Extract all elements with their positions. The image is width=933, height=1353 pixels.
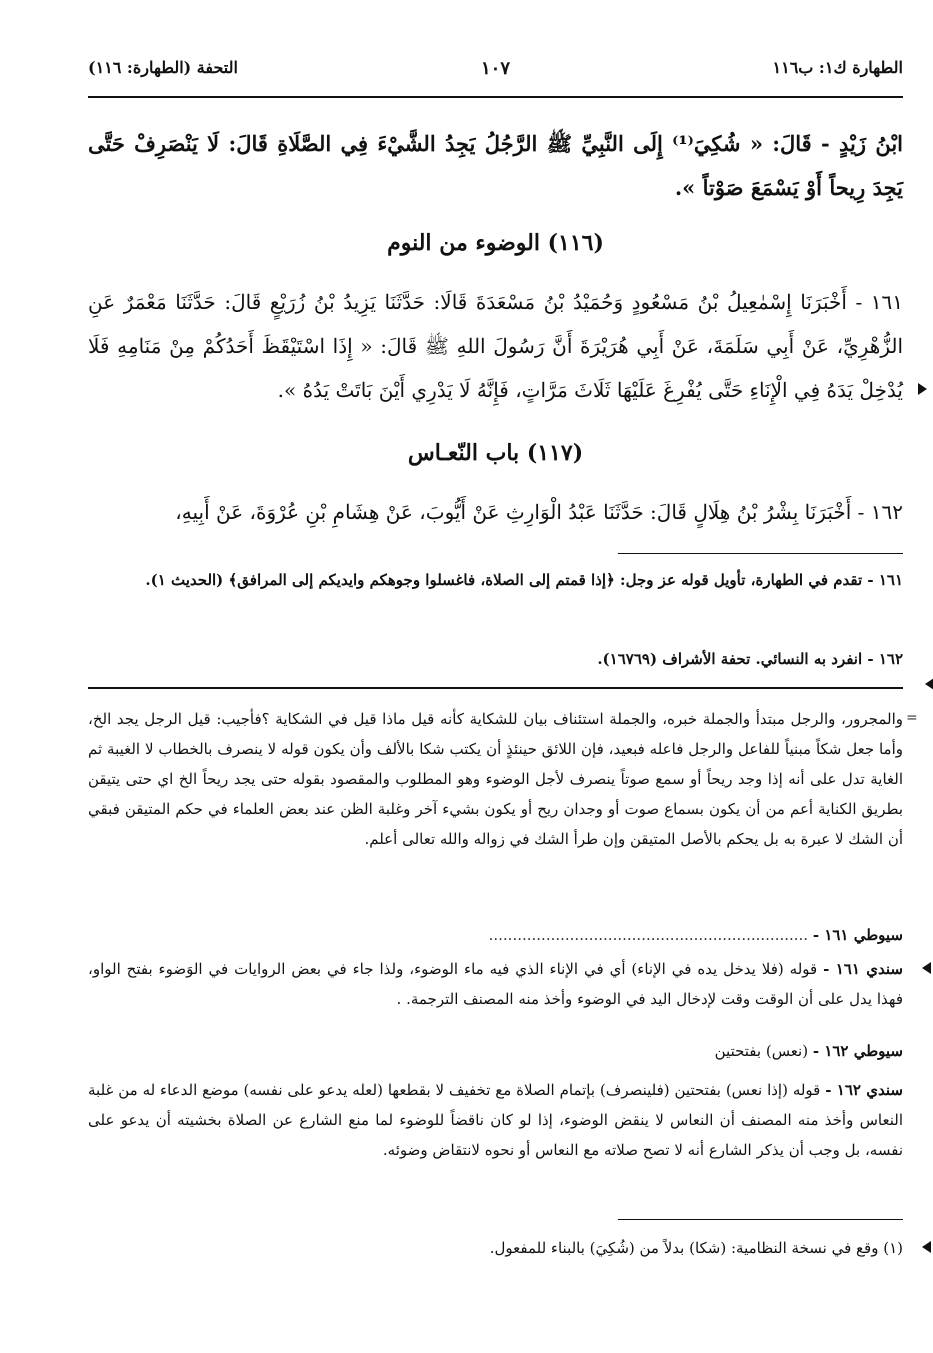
hadith-161: ١٦١ - أَخْبَرَنَا إِسْمٰعِيلُ بْنُ مَسْعُودٍ وَحُمَيْدُ بْنُ مَسْعَدَةَ قَالَا: حَدَّثَنَا يَزِيدُ بْنُ زُرَيْعٍ قَالَ: حَدَّثَنَا مَعْمَرٌ عَنِ الزُّهْرِيِّ، عَنْ أَبِي سَلَمَةَ، عَنْ أَبِي هُرَيْرَةَ أَنَّ رَسُولَ اللهِ ﷺ قَالَ: « إِذَا اسْتَيْقَظَ أَحَدُكُمْ مِنْ مَنَامِهِ فَلَا يُدْخِلْ يَدَهُ فِي الْإِنَاءِ حَتَّى يُفْرِغَ عَلَيْهَا ثَلَاثَ مَرَّاتٍ، فَإِنَّهُ لَا يَدْرِي أَيْنَ بَاتَتْ يَدُهُ ». [88, 290, 903, 402]
continuation-mark-icon: = [906, 710, 918, 726]
suyuti-161-dots: ................................................................... [488, 926, 809, 944]
chapter-title-116: (١١٦) الوضوء من النوم [387, 230, 604, 256]
footnote-1: (١) وقع في نسخة النظامية: (شكا) بدلاً من (شُكِيَ) بالبناء للمفعول. [489, 1239, 903, 1257]
hadith-162: ١٦٢ - أَخْبَرَنَا بِشْرُ بْنُ هِلَالٍ قَالَ: حَدَّثَنَا عَبْدُ الْوَارِثِ عَنْ أَيُّوبَ، عَنْ هِشَامِ بْنِ عُرْوَةَ، عَنْ أَبِيهِ، [175, 500, 903, 524]
sindi-161 [88, 954, 903, 1014]
sindi-161-text: قوله (فلا يدخل يده في الإناء) أي في الإناء الذي فيه ماء الوضوء، ولذا جاء في بعض الروايات في الوَضوء بفتح الواو، فهذا يدل على أن الوقت وقت لإدخال اليد في الوضوء وأخذ منه المصنف الترجمة. . [88, 960, 903, 1008]
suyuti-161 [88, 920, 903, 950]
running-header [88, 58, 903, 88]
suyuti-162 [88, 1036, 903, 1066]
sindi-162-label: سندي ١٦٢ - [825, 1081, 904, 1099]
margin-arrow-icon [925, 678, 933, 690]
header-rule [88, 96, 903, 98]
commentary-para: والمجرور، والرجل مبتدأ والجملة خبره، والجملة استئناف بيان للشكاية كأنه قيل ماذا قيل في الشكاية ؟فأجيب: قيل الرجل يجد الخ، وأما جعل شكاً مبنياً للفاعل والرجل فاعله فبعيد، فإن اللائق حينئذٍ أن يكتب شكا بالألف وأن يكون قوله لا ينصرف بالخطاب لا الغيبة ثم الغاية تدل على أنه إذا وجد ريحاً أو سمع صوتاً ينصرف لأجل الوضوء وهو المطلوب والمقصود بقوله حتى يجد ريحاً الخ اي حتى يتيقن بطريق الكناية أعم من أن يكون بسماع صوت أو وجدان ريح أو يكون بشيء آخر وغلبة الظن عند بعض العلماء في حكم المتيقن فبقي أن الشك لا عبرة به بل يحكم بالأصل المتيقن وإن طرأ الشك في زواله والله تعالى أعلم. [88, 710, 904, 848]
header-tuhfa-ref: التحفة (الطهارة: ١١٦) [88, 58, 238, 77]
margin-arrow-icon [918, 383, 927, 395]
suyuti-162-text: (نعس) بفتحتين [714, 1042, 809, 1060]
commentary-rule [88, 687, 903, 689]
footnote-rule [618, 1219, 903, 1220]
chapter-title-117: (١١٧) باب النّعـاس [407, 440, 584, 466]
page-number: ١٠٧ [480, 58, 510, 79]
takhrij-rule [618, 553, 903, 554]
margin-arrow-icon [922, 1241, 931, 1253]
hadith-intro: ابْنُ زَيْدٍ - قَالَ: « شُكِيَ⁽¹⁾ إِلَى النَّبِيِّ ﷺ الرَّجُلُ يَجِدُ الشَّيْءَ فِي الصَّلَاةِ قَالَ: لَا يَنْصَرِفْ حَتَّى يَجِدَ رِيحاً أَوْ يَسْمَعَ صَوْتاً ». [88, 131, 903, 200]
sindi-162-text: قوله (إذا نعس) بفتحتين (فلينصرف) بإتمام الصلاة مع تخفيف لا بقطعها (لعله يدعو على نفسه) موضع الدعاء له من غلبة النعاس وأخذ منه المصنف أن النعاس لا ينقض الوضوء، إذا لو كان ناقضاً للوضوء لما منع الشارع عن الصلاة بخشيته أن يدعو على نفسه، بل وجب أن يذكر الشارع أنه لا تصح صلاته مع النعاس أو نحوه لانتقاض وضوئه. [88, 1081, 903, 1159]
suyuti-162-label: سيوطي ١٦٢ - [812, 1042, 903, 1060]
sindi-161-label: سندي ١٦١ - [823, 960, 903, 978]
takhrij-162: ١٦٢ - انفرد به النسائي. تحفة الأشراف (١٦٧٦٩). [597, 650, 903, 668]
sindi-162 [88, 1075, 903, 1165]
takhrij-161: ١٦١ - تقدم في الطهارة، تأويل قوله عز وجل: ﴿إذا قمتم إلى الصلاة، فاغسلوا وجوهكم وايديكم إلى المرافق﴾ (الحديث ١). [145, 571, 903, 589]
margin-arrow-icon [922, 962, 931, 974]
header-chapter-ref: الطهارة ك١: ب١١٦ [772, 58, 903, 77]
suyuti-161-label: سيوطي ١٦١ - [812, 926, 903, 944]
